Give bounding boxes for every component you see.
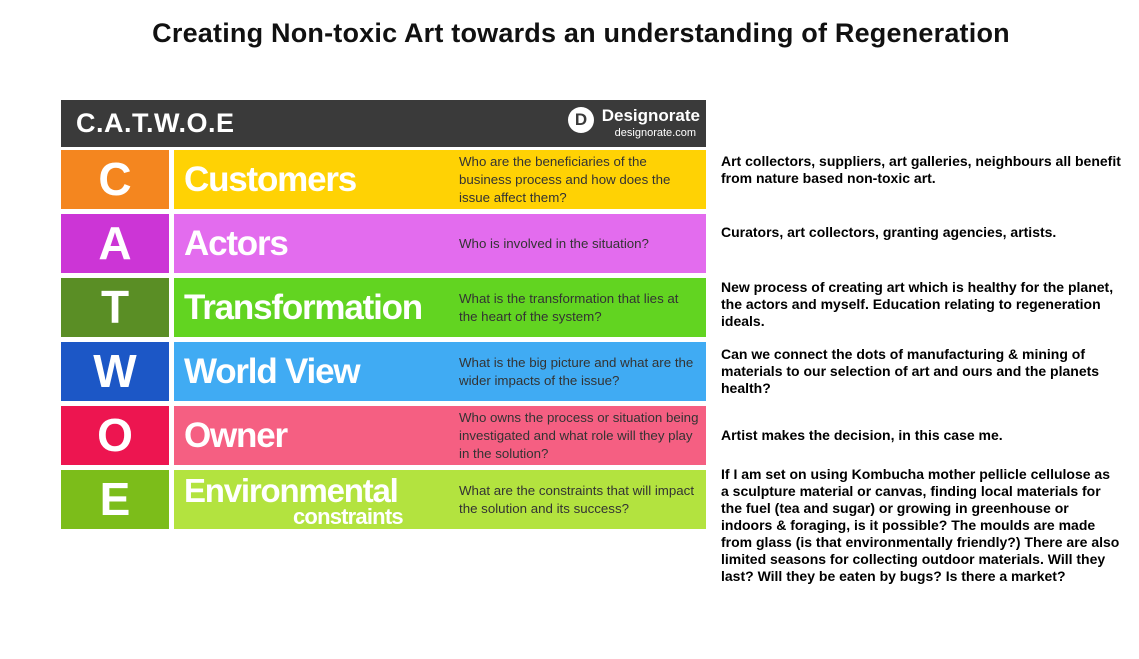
row-term: Customers	[184, 160, 357, 199]
catwoe-row-environmental-constraints	[61, 470, 706, 529]
diagram-header-title: C.A.T.W.O.E	[76, 108, 235, 138]
brand-name: Designorate	[601, 106, 700, 125]
answer-environmental-constraints: If I am set on using Kombucha mother pellicle cellulose as a sculpture material or canvas, finding local materials for the fuel (tea and sugar) or growing in greenhouse or indoors & foraging, is it possible? The moulds are made from glass (is that environmentally friendly?) There are also limited seasons for collecting outdoor materials. Will they last? Will they be eaten by bugs? Is there a market?	[721, 466, 1120, 584]
row-term: Actors	[184, 224, 288, 263]
page-title: Creating Non-toxic Art towards an understanding of Regeneration	[152, 18, 1010, 48]
answer-actors: Curators, art collectors, granting agencies, artists.	[721, 224, 1057, 240]
designorate-logo-icon	[568, 107, 594, 133]
row-term: Environmental	[184, 472, 398, 509]
row-bar	[174, 278, 706, 337]
catwoe-row-customers	[61, 150, 706, 209]
answer-world-view: Can we connect the dots of manufacturing & mining of materials to our selection of art and ours and the planets health?	[721, 346, 1100, 396]
row-letter: A	[61, 214, 169, 273]
answer-owner: Artist makes the decision, in this case me.	[721, 427, 1003, 443]
row-question: Who is involved in the situation?	[459, 235, 649, 251]
row-bar	[174, 406, 706, 465]
row-question: Who are the beneficiaries of the business process and how does the issue affect them?	[459, 153, 671, 205]
catwoe-row-transformation	[61, 278, 706, 337]
row-letter: T	[61, 278, 169, 337]
brand-url: designorate.com	[614, 127, 696, 139]
row-letter: W	[61, 342, 169, 401]
catwoe-row-actors	[61, 214, 706, 273]
row-bar	[174, 470, 706, 529]
row-letter: O	[61, 406, 169, 465]
diagram-header	[61, 100, 706, 147]
brand	[560, 104, 700, 144]
row-letter: C	[61, 150, 169, 209]
catwoe-row-world-view	[61, 342, 706, 401]
catwoe-diagram	[61, 100, 706, 530]
row-term: Transformation	[184, 288, 422, 327]
row-term: Owner	[184, 416, 287, 455]
row-bar	[174, 342, 706, 401]
answer-customers: Art collectors, suppliers, art galleries, neighbours all benefit from nature based non-toxic art.	[721, 153, 1121, 186]
row-question: What is the big picture and what are the wider impacts of the issue?	[459, 354, 694, 388]
catwoe-row-owner	[61, 406, 706, 465]
row-question: Who owns the process or situation being investigated and what role will they play in the solution?	[459, 409, 699, 461]
row-bar	[174, 214, 706, 273]
row-term: World View	[184, 352, 360, 391]
answer-transformation: New process of creating art which is healthy for the planet, the actors and myself. Education relating to regeneration ideals.	[721, 279, 1114, 329]
row-term-sub: constraints	[293, 504, 403, 529]
row-question: What are the constraints that will impact the solution and its success?	[459, 482, 695, 516]
row-bar	[174, 150, 706, 209]
row-question: What is the transformation that lies at the heart of the system?	[459, 290, 679, 324]
row-letter: E	[61, 470, 169, 529]
